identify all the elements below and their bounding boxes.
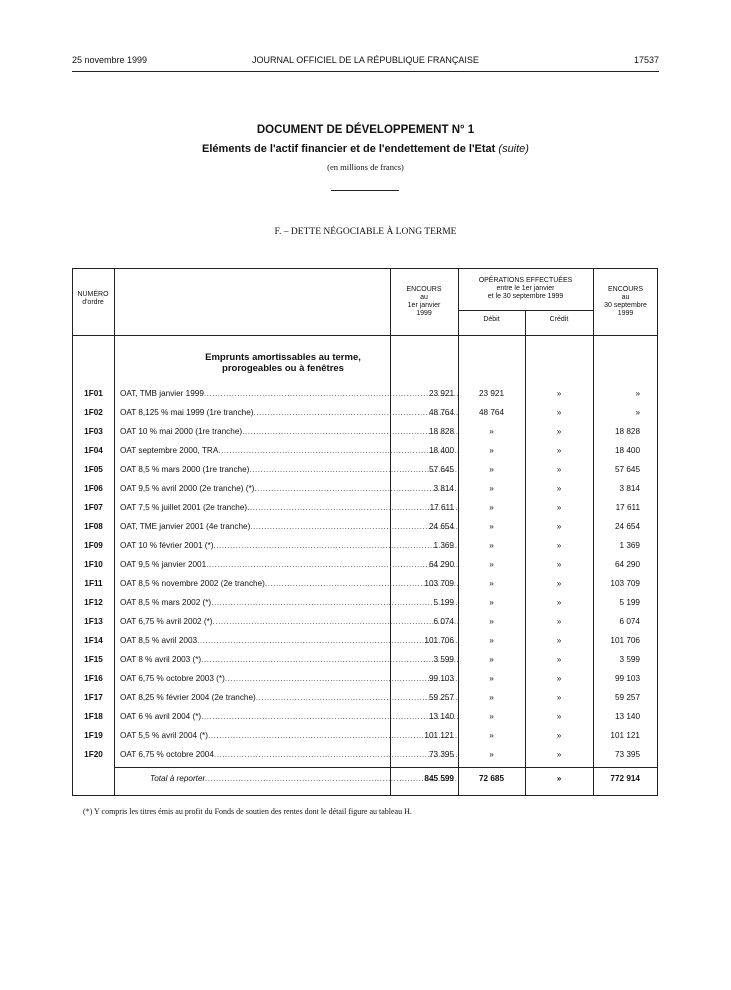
header-numero [72,291,114,307]
row-label: OAT 8,25 % février 2004 (2e tranche) ..... [120,693,458,702]
header-rule [72,71,659,72]
row-credit: » [556,522,562,531]
table-row [72,404,658,423]
row-credit: » [556,636,562,645]
row-credit: » [556,446,562,455]
row-label: OAT 8,5 % avril 2003 ..... [120,636,458,645]
table-row [72,461,658,480]
row-encours-end: 17 611 [615,503,640,512]
header-rule-bottom [72,335,658,336]
row-encours-end: 3 814 [619,484,640,493]
header-text: ENCOURS [406,286,442,293]
row-encours-start: 101 706 [424,636,454,645]
row-credit: » [556,465,562,474]
row-encours-end: 24 654 [614,522,640,531]
row-encours-end: 101 121 [610,731,640,740]
row-label: OAT septembre 2000, TRA ..... [120,446,458,455]
table-row [72,442,658,461]
publication-date: 25 novembre 1999 [72,55,148,65]
row-debit: » [489,617,494,626]
header-text: 1999 [416,310,432,317]
table-row [72,480,658,499]
row-code: 1F16 [84,674,103,683]
total-rule [114,767,658,768]
row-debit: » [489,731,494,740]
total-encours-start: 845 599 [424,774,454,783]
row-encours-end: 59 257 [614,693,640,702]
row-debit: » [489,636,494,645]
table-row [72,746,658,765]
table-row [72,537,658,556]
row-encours-start: 48 764 [428,408,454,417]
row-encours-start: 6 074 [433,617,454,626]
row-encours-start: 59 257 [428,693,454,702]
row-credit: » [556,655,562,664]
row-label: OAT 6,75 % avril 2002 (*) ..... [120,617,458,626]
row-encours-end: » [635,389,640,398]
row-encours-end: 6 074 [619,617,640,626]
row-encours-end: 3 599 [619,655,640,664]
table-row [72,499,658,518]
row-debit: » [489,598,494,607]
row-encours-start: 101 121 [424,731,454,740]
row-label: OAT 5,5 % avril 2004 (*) ..... [120,731,458,740]
header-credit: Crédit [549,316,569,323]
header-text: 30 septembre [604,302,647,309]
row-encours-end: » [635,408,640,417]
row-code: 1F13 [84,617,103,626]
row-label: OAT 10 % février 2001 (*) ..... [120,541,458,550]
row-encours-start: 1 369 [433,541,454,550]
table-row [72,651,658,670]
row-credit: » [556,750,562,759]
row-code: 1F12 [84,598,103,607]
row-encours-end: 57 645 [614,465,640,474]
row-code: 1F04 [84,446,103,455]
table-row [72,518,658,537]
row-encours-end: 1 369 [619,541,640,550]
table-row [72,670,658,689]
row-encours-start: 3 814 [433,484,454,493]
row-debit: » [489,446,494,455]
header-text: 1999 [617,310,634,317]
header-text: OPÉRATIONS EFFECTUÉES [478,277,573,284]
table-row [72,689,658,708]
header-text: au [621,294,630,301]
table-row [72,385,658,404]
journal-name: JOURNAL OFFICIEL DE LA RÉPUBLIQUE FRANÇAISE [252,55,479,65]
table-row [72,727,658,746]
row-code: 1F18 [84,712,103,721]
total-label: Total à reporter ..... [120,774,458,783]
row-encours-start: 64 290 [428,560,454,569]
row-label: OAT, TMB janvier 1999 ..... [120,389,458,398]
document-title: DOCUMENT DE DÉVELOPPEMENT N° 1 [256,124,475,136]
header-numero-l1: NUMÉRO [77,291,109,298]
row-code: 1F20 [84,750,103,759]
row-credit: » [556,541,562,550]
row-code: 1F14 [84,636,103,645]
row-label: OAT 8,5 % mars 2002 (*) ..... [120,598,458,607]
header-debit: Débit [483,316,500,323]
row-code: 1F03 [84,427,103,436]
header-operations [458,277,593,301]
row-debit: » [489,427,494,436]
row-debit: 23 921 [478,389,505,398]
table-row [72,594,658,613]
page-header [72,55,659,69]
row-encours-end: 99 103 [614,674,640,683]
row-debit: » [489,465,494,474]
row-debit: » [489,750,494,759]
row-encours-end: 18 400 [614,446,640,455]
row-debit: » [489,484,494,493]
document-subtitle [0,143,731,155]
section-heading [116,352,450,374]
row-label: OAT 8,5 % mars 2000 (1re tranche) ..... [120,465,458,474]
total-credit: » [556,774,562,783]
row-code: 1F02 [84,408,103,417]
title-divider [331,190,399,191]
row-code: 1F17 [84,693,103,702]
total-debit: 72 685 [478,774,505,783]
section-heading-l2: prorogeables ou à fenêtres [222,363,344,374]
table-row [72,575,658,594]
header-text: 1er janvier [407,302,441,309]
row-credit: » [556,731,562,740]
row-code: 1F01 [84,389,103,398]
table-row [72,556,658,575]
row-encours-start: 23 921 [428,389,454,398]
row-debit: » [489,674,494,683]
row-credit: » [556,579,562,588]
row-encours-end: 73 395 [614,750,640,759]
row-label: OAT 8,5 % novembre 2002 (2e tranche) ..... [120,579,458,588]
row-encours-start: 3 599 [433,655,454,664]
row-label: OAT 6 % avril 2004 (*) ..... [120,712,458,721]
row-label: OAT 7,5 % juillet 2001 (2e tranche) ..... [120,503,458,512]
row-label: OAT 9,5 % avril 2000 (2e tranche) (*) ..... [120,484,458,493]
header-text: et le 30 septembre 1999 [487,293,564,300]
row-encours-start: 5 199 [433,598,454,607]
row-encours-end: 103 709 [610,579,640,588]
row-label: OAT 6,75 % octobre 2004 ..... [120,750,458,759]
section-title: F. – DETTE NÉGOCIABLE À LONG TERME [274,227,457,237]
row-code: 1F10 [84,560,103,569]
row-credit: » [556,693,562,702]
header-encours-end [593,286,658,318]
row-debit: » [489,560,494,569]
row-code: 1F15 [84,655,103,664]
row-debit: » [489,655,494,664]
row-label: OAT 9,5 % janvier 2001 ..... [120,560,458,569]
footnote: (*) Y compris les titres émis au profit du Fonds de soutien des rentes dont le détail figure au tableau H. [83,807,412,816]
row-debit: » [489,579,494,588]
row-encours-end: 13 140 [614,712,640,721]
row-encours-end: 64 290 [614,560,640,569]
header-text: entre le 1er janvier [496,285,555,292]
row-debit: » [489,522,494,531]
row-encours-start: 17 611 [429,503,454,512]
unit-note: (en millions de francs) [327,162,404,172]
row-debit: » [489,503,494,512]
row-encours-start: 18 400 [428,446,454,455]
row-encours-end: 5 199 [619,598,640,607]
row-code: 1F05 [84,465,103,474]
row-encours-start: 73 395 [428,750,454,759]
row-encours-start: 18 828 [428,427,454,436]
row-credit: » [556,560,562,569]
total-row [72,770,658,789]
table-row [72,708,658,727]
row-credit: » [556,617,562,626]
row-credit: » [556,408,562,417]
row-code: 1F07 [84,503,103,512]
row-label: OAT, TME janvier 2001 (4e tranche) ..... [120,522,458,531]
subtitle-text: Eléments de l'actif financier et de l'endettement de l'Etat [202,143,496,155]
row-encours-end: 101 706 [610,636,640,645]
row-encours-end: 18 828 [614,427,640,436]
total-encours-end: 772 914 [610,774,640,783]
table-row [72,632,658,651]
header-encours-start [390,286,458,318]
row-credit: » [556,712,562,721]
row-credit: » [556,503,562,512]
row-label: OAT 6,75 % octobre 2003 (*) ..... [120,674,458,683]
header-subrule [458,310,593,311]
row-debit: » [489,712,494,721]
row-label: OAT 10 % mai 2000 (1re tranche) ..... [120,427,458,436]
section-heading-l1: Emprunts amortissables au terme, [205,352,361,363]
row-code: 1F09 [84,541,103,550]
page-number: 17537 [633,55,659,65]
row-credit: » [556,598,562,607]
header-numero-l2: d'ordre [82,299,104,306]
table-row [72,423,658,442]
row-credit: » [556,484,562,493]
row-credit: » [556,674,562,683]
row-encours-start: 99 103 [428,674,454,683]
row-code: 1F19 [84,731,103,740]
subtitle-suffix: (suite) [498,143,529,155]
header-text: au [420,294,428,301]
row-encours-start: 103 709 [424,579,454,588]
row-credit: » [556,389,562,398]
row-code: 1F11 [84,579,103,588]
row-label: OAT 8,125 % mai 1999 (1re tranche) ..... [120,408,458,417]
row-encours-start: 57 645 [428,465,454,474]
row-code: 1F08 [84,522,103,531]
row-encours-start: 13 140 [428,712,454,721]
row-code: 1F06 [84,484,103,493]
row-encours-start: 24 654 [428,522,454,531]
header-text: ENCOURS [607,286,643,293]
row-label: OAT 8 % avril 2003 (*) ..... [120,655,458,664]
row-credit: » [556,427,562,436]
row-debit: » [489,541,494,550]
row-debit: 48 764 [478,408,505,417]
row-debit: » [489,693,494,702]
table-row [72,613,658,632]
